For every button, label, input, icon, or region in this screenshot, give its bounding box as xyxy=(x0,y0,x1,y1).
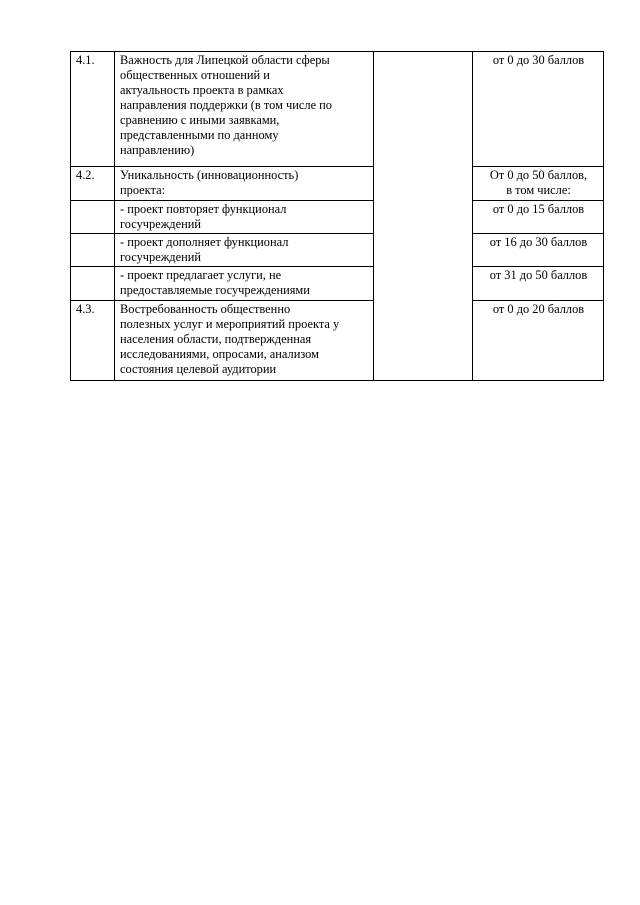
score-range: от 0 до 20 баллов xyxy=(473,301,604,381)
row-number xyxy=(71,267,115,301)
evaluation-criteria-table xyxy=(70,51,604,381)
criterion-text: - проект дополняет функционал госучреждений xyxy=(115,234,374,267)
score-range: от 31 до 50 баллов xyxy=(473,267,604,301)
criterion-text: - проект предлагает услуги, не предоставляемые госучреждениями xyxy=(115,267,374,301)
table-row-4-1 xyxy=(71,52,604,167)
row-number: 4.2. xyxy=(71,167,115,201)
table-row-4-3 xyxy=(71,301,604,381)
criterion-text: Важность для Липецкой области сферы общественных отношений и актуальность проекта в рамках направления поддержки (в том числе по сравнению с иными заявками, представленными по данному направлению) xyxy=(115,52,374,167)
score-range: от 0 до 15 баллов xyxy=(473,201,604,234)
row-number: 4.3. xyxy=(71,301,115,381)
score-range: от 16 до 30 баллов xyxy=(473,234,604,267)
empty-column-cell xyxy=(374,52,473,381)
score-range: От 0 до 50 баллов, в том числе: xyxy=(473,167,604,201)
row-number: 4.1. xyxy=(71,52,115,167)
table-row-4-2-sub-1 xyxy=(71,201,604,234)
score-range: от 0 до 30 баллов xyxy=(473,52,604,167)
row-number xyxy=(71,234,115,267)
table-row-4-2-sub-3 xyxy=(71,267,604,301)
row-number xyxy=(71,201,115,234)
table-row-4-2-sub-2 xyxy=(71,234,604,267)
criterion-text: - проект повторяет функционал госучреждений xyxy=(115,201,374,234)
table-row-4-2 xyxy=(71,167,604,201)
criterion-text: Востребованность общественно полезных услуг и мероприятий проекта у населения области, подтвержденная исследованиями, опросами, анализом состояния целевой аудитории xyxy=(115,301,374,381)
criterion-text: Уникальность (инновационность) проекта: xyxy=(115,167,374,201)
